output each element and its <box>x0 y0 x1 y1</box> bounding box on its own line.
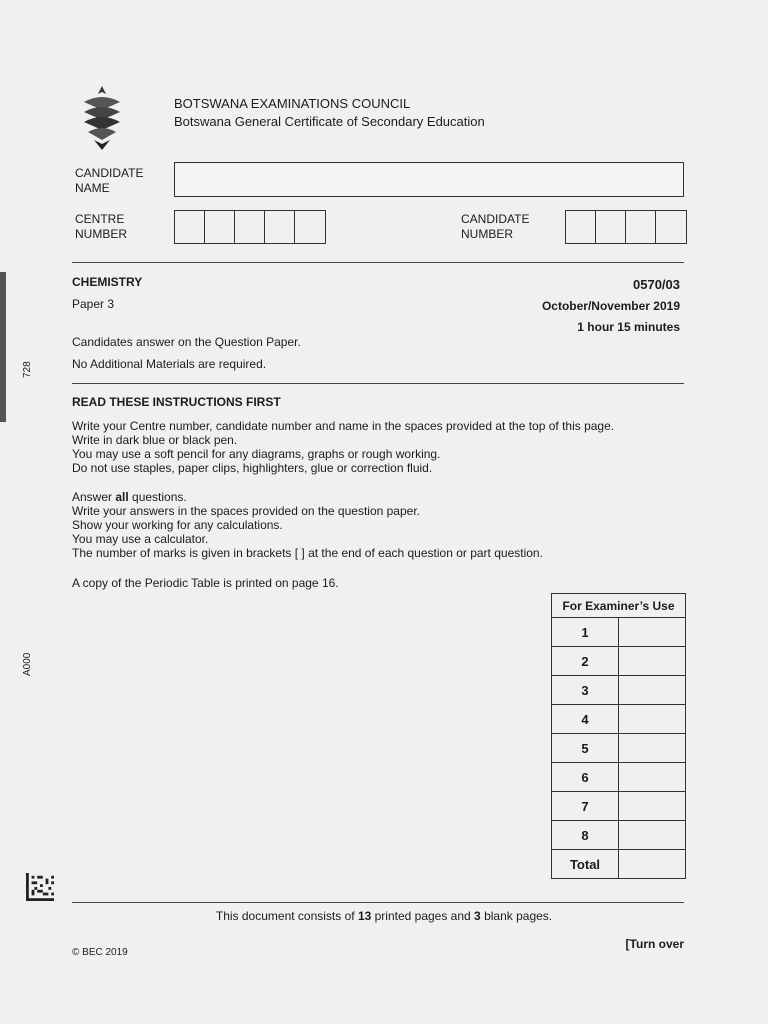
candidate-number-label-line1: CANDIDATE <box>461 212 530 226</box>
question-number: 8 <box>552 821 619 850</box>
table-row <box>552 647 686 676</box>
question-number: 6 <box>552 763 619 792</box>
question-number: 2 <box>552 647 619 676</box>
candidate-name-label-line2: NAME <box>75 181 110 195</box>
paper-code: 0570/03 <box>633 277 680 292</box>
table-row <box>552 792 686 821</box>
examiner-use-table <box>551 593 686 879</box>
page-count-pre: This document consists of <box>215 909 358 923</box>
printed-page-count: 13 <box>357 909 372 923</box>
session: October/November 2019 <box>541 299 680 313</box>
centre-number-label <box>75 212 127 242</box>
centre-number-label-line1: CENTRE <box>75 212 125 226</box>
mark-cell[interactable] <box>619 792 686 821</box>
materials-line-1: Candidates answer on the Question Paper. <box>72 335 301 349</box>
mark-cell[interactable] <box>619 647 686 676</box>
candidate-number-label-line2: NUMBER <box>461 227 514 241</box>
table-row <box>552 821 686 850</box>
centre-number-label-line2: NUMBER <box>75 227 128 241</box>
paper-number: Paper 3 <box>72 297 115 311</box>
instruction-line: Write your Centre number, candidate number and name in the spaces provided at the top of this page. <box>72 419 615 433</box>
periodic-table-note: A copy of the Periodic Table is printed on page 16. <box>72 576 339 590</box>
datamatrix-code-icon <box>26 872 54 902</box>
side-code-bottom: A000 <box>22 652 33 676</box>
instruction-line: Write in dark blue or black pen. <box>72 433 238 447</box>
question-number: 3 <box>552 676 619 705</box>
table-row <box>552 705 686 734</box>
page-count-mid: printed pages and <box>371 909 475 923</box>
divider <box>72 383 684 384</box>
turn-over: [Turn over <box>625 937 684 951</box>
blank-page-count: 3 <box>474 909 481 923</box>
materials-line-2: No Additional Materials are required. <box>72 357 267 371</box>
question-number: 4 <box>552 705 619 734</box>
duration: 1 hour 15 minutes <box>577 320 680 334</box>
copyright: © BEC 2019 <box>72 947 128 958</box>
answer-all-line <box>72 490 543 504</box>
answer-pre: Answer <box>72 490 116 504</box>
mark-cell[interactable] <box>619 705 686 734</box>
answer-post: questions. <box>128 490 187 504</box>
instruction-line: The number of marks is given in brackets [ ] at the end of each question or part question. <box>72 546 543 560</box>
side-code-top: 728 <box>22 361 33 378</box>
answer-bold: all <box>115 490 129 504</box>
candidate-name-field[interactable] <box>174 162 684 197</box>
table-row <box>552 676 686 705</box>
instruction-line: Write your answers in the spaces provided on the question paper. <box>72 504 420 518</box>
candidate-name-label <box>75 166 143 196</box>
instructions-block-1 <box>72 419 614 475</box>
page-count-note <box>0 909 768 923</box>
instruction-line: Show your working for any calculations. <box>72 518 283 532</box>
centre-number-field[interactable] <box>174 210 326 244</box>
examiner-use-title: For Examiner’s Use <box>552 594 686 618</box>
subject: CHEMISTRY <box>72 275 143 289</box>
candidate-number-field[interactable] <box>565 210 687 244</box>
divider <box>72 262 684 263</box>
instruction-line: Do not use staples, paper clips, highlighters, glue or correction fluid. <box>72 461 433 475</box>
bec-logo-icon <box>80 84 124 152</box>
total-mark-cell[interactable] <box>619 850 686 879</box>
total-label: Total <box>552 850 619 879</box>
divider <box>72 902 684 903</box>
page-count-post: blank pages. <box>480 909 553 923</box>
org-name: BOTSWANA EXAMINATIONS COUNCIL <box>174 96 411 111</box>
table-row <box>552 734 686 763</box>
mark-cell[interactable] <box>619 618 686 647</box>
mark-cell[interactable] <box>619 734 686 763</box>
mark-cell[interactable] <box>619 676 686 705</box>
mark-cell[interactable] <box>619 821 686 850</box>
instruction-line: You may use a soft pencil for any diagrams, graphs or rough working. <box>72 447 441 461</box>
question-number: 7 <box>552 792 619 821</box>
binding-edge <box>0 272 6 422</box>
instruction-line: You may use a calculator. <box>72 532 209 546</box>
mark-cell[interactable] <box>619 763 686 792</box>
table-row <box>552 850 686 879</box>
candidate-name-label-line1: CANDIDATE <box>75 166 144 180</box>
certificate-title: Botswana General Certificate of Secondary Education <box>174 114 485 129</box>
table-row <box>552 763 686 792</box>
instructions-heading: READ THESE INSTRUCTIONS FIRST <box>72 395 281 409</box>
candidate-number-label <box>461 212 529 242</box>
instructions-block-2 <box>72 490 543 560</box>
question-number: 5 <box>552 734 619 763</box>
question-number: 1 <box>552 618 619 647</box>
table-row <box>552 618 686 647</box>
